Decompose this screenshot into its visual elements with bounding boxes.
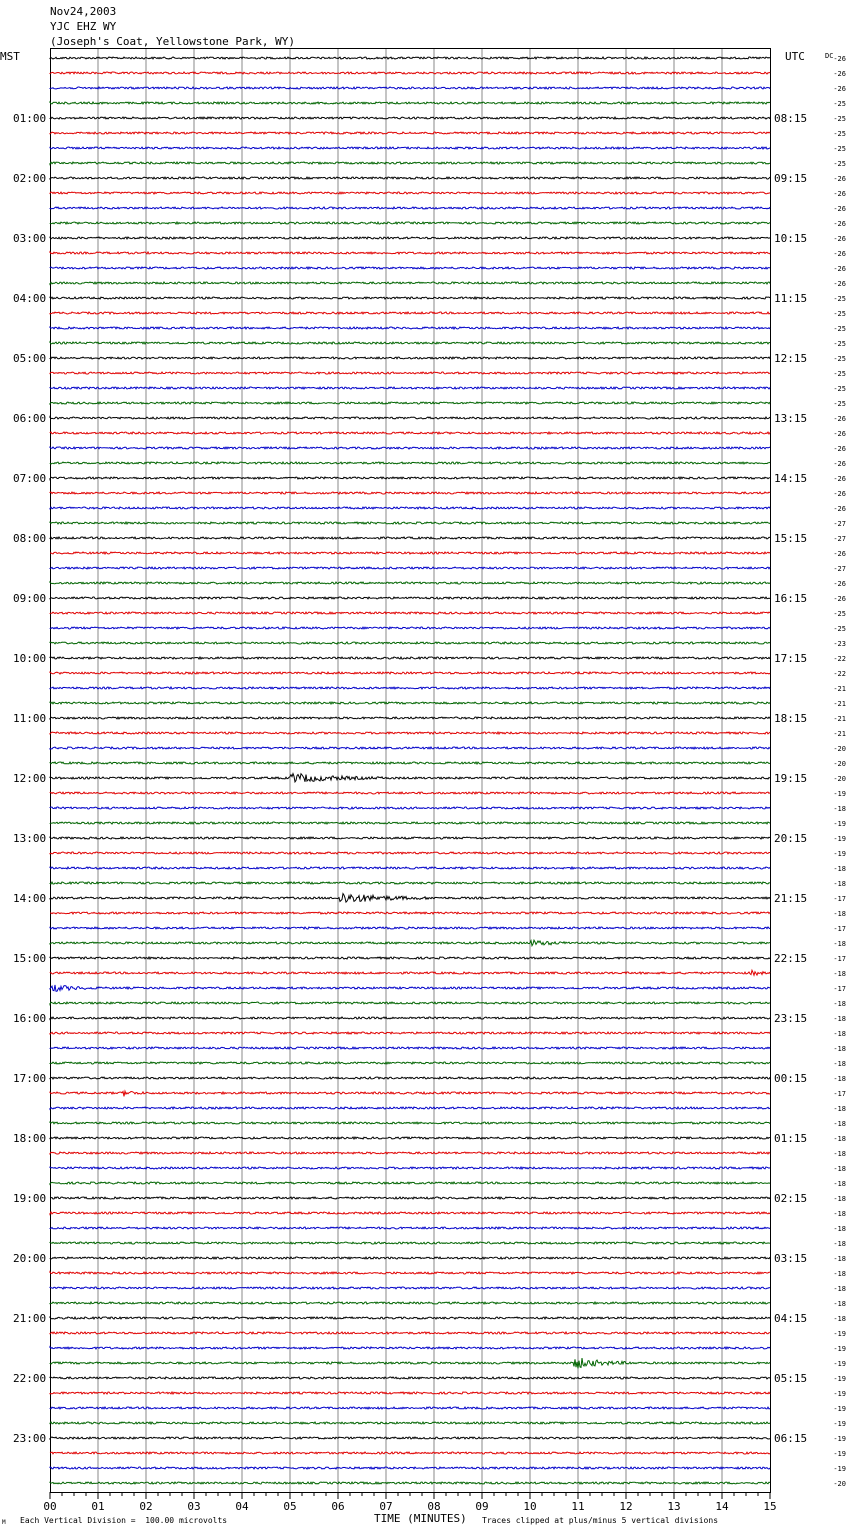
seismic-trace bbox=[50, 957, 770, 959]
seismic-trace bbox=[50, 1287, 770, 1289]
seismic-trace bbox=[50, 87, 770, 89]
utc-hour-label: 08:15 bbox=[774, 112, 808, 125]
utc-hour-label: 16:15 bbox=[774, 592, 808, 605]
dc-offset-value: -18 bbox=[833, 1180, 846, 1188]
dc-offset-value: -19 bbox=[833, 1435, 846, 1443]
dc-offset-value: -25 bbox=[833, 100, 846, 108]
dc-offset-value: -26 bbox=[833, 550, 846, 558]
seismic-trace bbox=[50, 1347, 770, 1349]
seismic-trace bbox=[50, 612, 770, 614]
seismic-trace bbox=[50, 882, 770, 884]
mst-hour-label: 23:00 bbox=[13, 1432, 47, 1445]
dc-offset-value: -19 bbox=[833, 1330, 846, 1338]
dc-offset-value: -18 bbox=[833, 1285, 846, 1293]
corner-mark: M bbox=[2, 1519, 6, 1526]
utc-hour-label: 20:15 bbox=[774, 832, 808, 845]
seismic-trace bbox=[50, 702, 770, 704]
mst-hour-label: 09:00 bbox=[13, 592, 47, 605]
dc-offset-value: -26 bbox=[833, 265, 846, 273]
dc-offset-value: -25 bbox=[833, 610, 846, 618]
dc-offset-value: -19 bbox=[833, 835, 846, 843]
seismic-trace bbox=[50, 1257, 770, 1259]
dc-offset-value: -26 bbox=[833, 70, 846, 78]
seismic-trace bbox=[50, 402, 770, 404]
dc-offset-value: -20 bbox=[833, 760, 846, 768]
mst-hour-label: 12:00 bbox=[13, 772, 47, 785]
seismic-trace bbox=[50, 717, 770, 719]
seismic-trace bbox=[50, 837, 770, 839]
seismic-trace bbox=[50, 477, 770, 479]
seismic-trace bbox=[50, 447, 770, 449]
seismic-trace bbox=[50, 642, 770, 644]
seismic-trace bbox=[50, 552, 770, 554]
seismic-trace bbox=[50, 1017, 770, 1019]
seismic-trace bbox=[50, 927, 770, 929]
utc-hour-label: 13:15 bbox=[774, 412, 808, 425]
seismic-trace bbox=[50, 267, 770, 269]
seismic-trace bbox=[50, 132, 770, 134]
x-tick-label: 03 bbox=[187, 1500, 201, 1513]
seismic-trace bbox=[50, 507, 770, 509]
utc-hour-label: 18:15 bbox=[774, 712, 808, 725]
utc-hour-label: 19:15 bbox=[774, 772, 808, 785]
dc-offset-value: -18 bbox=[833, 1105, 846, 1113]
seismic-trace bbox=[50, 1212, 770, 1214]
mst-hour-label: 16:00 bbox=[13, 1012, 47, 1025]
dc-offset-value: -18 bbox=[833, 1255, 846, 1263]
mst-hour-label: 06:00 bbox=[13, 412, 47, 425]
dc-offset-value: -27 bbox=[833, 565, 846, 573]
seismic-trace bbox=[50, 222, 770, 224]
dc-offset-value: -25 bbox=[833, 625, 846, 633]
seismic-trace bbox=[50, 582, 770, 584]
dc-offset-value: -23 bbox=[833, 640, 846, 648]
dc-offset-value: -21 bbox=[833, 700, 846, 708]
dc-offset-value: -26 bbox=[833, 445, 846, 453]
dc-offset-value: -18 bbox=[833, 1240, 846, 1248]
dc-offset-value: -19 bbox=[833, 790, 846, 798]
mst-hour-label: 03:00 bbox=[13, 232, 47, 245]
x-tick-label: 06 bbox=[331, 1500, 345, 1513]
dc-offset-value: -18 bbox=[833, 805, 846, 813]
dc-offset-value: -18 bbox=[833, 970, 846, 978]
seismic-trace bbox=[50, 1272, 770, 1274]
dc-offset-value: -26 bbox=[833, 460, 846, 468]
mst-hour-label: 10:00 bbox=[13, 652, 47, 665]
mst-hour-label: 13:00 bbox=[13, 832, 47, 845]
plot-date: Nov24,2003 bbox=[50, 5, 117, 18]
utc-hour-label: 17:15 bbox=[774, 652, 808, 665]
utc-hour-label: 12:15 bbox=[774, 352, 808, 365]
seismic-trace bbox=[50, 672, 770, 674]
plot-frame bbox=[51, 49, 771, 1493]
dc-offset-value: -20 bbox=[833, 745, 846, 753]
seismic-trace bbox=[50, 1047, 770, 1049]
seismic-trace bbox=[50, 657, 770, 659]
dc-offset-value: -19 bbox=[833, 1405, 846, 1413]
dc-offset-value: -17 bbox=[833, 1090, 846, 1098]
dc-offset-value: -26 bbox=[833, 190, 846, 198]
dc-offset-value: -17 bbox=[833, 985, 846, 993]
x-tick-label: 04 bbox=[235, 1500, 249, 1513]
seismic-trace bbox=[50, 1437, 770, 1439]
utc-hour-label: 10:15 bbox=[774, 232, 808, 245]
dc-offset-value: -25 bbox=[833, 340, 846, 348]
dc-offset-value: -26 bbox=[833, 85, 846, 93]
seismic-trace bbox=[50, 102, 770, 104]
dc-offset-value: -27 bbox=[833, 520, 846, 528]
mst-timezone-label: MST bbox=[0, 50, 20, 63]
seismic-trace bbox=[50, 1332, 770, 1334]
seismic-trace bbox=[50, 1107, 770, 1109]
utc-hour-label: 22:15 bbox=[774, 952, 808, 965]
dc-offset-value: -18 bbox=[833, 1165, 846, 1173]
seismic-trace bbox=[50, 1452, 770, 1454]
utc-timezone-label: UTC bbox=[785, 50, 805, 63]
seismic-trace bbox=[50, 567, 770, 569]
utc-hour-label: 03:15 bbox=[774, 1252, 808, 1265]
seismic-trace bbox=[50, 912, 770, 914]
dc-offset-value: -18 bbox=[833, 1150, 846, 1158]
x-tick-label: 07 bbox=[379, 1500, 393, 1513]
seismic-trace bbox=[50, 192, 770, 194]
seismic-trace bbox=[50, 237, 770, 239]
dc-offset-value: -18 bbox=[833, 1270, 846, 1278]
dc-offset-value: -26 bbox=[833, 55, 846, 63]
seismic-trace bbox=[50, 762, 770, 764]
dc-offset-value: -21 bbox=[833, 685, 846, 693]
utc-hour-label: 04:15 bbox=[774, 1312, 808, 1325]
mst-hour-label: 04:00 bbox=[13, 292, 47, 305]
seismic-trace bbox=[50, 1137, 770, 1139]
dc-offset-value: -26 bbox=[833, 505, 846, 513]
seismic-trace bbox=[50, 432, 770, 434]
mst-hour-label: 05:00 bbox=[13, 352, 47, 365]
seismic-trace bbox=[50, 940, 770, 946]
seismic-trace bbox=[50, 1467, 770, 1469]
seismic-trace bbox=[50, 1227, 770, 1229]
dc-offset-value: -17 bbox=[833, 925, 846, 933]
seismic-trace bbox=[50, 1358, 770, 1368]
seismic-trace bbox=[50, 687, 770, 689]
dc-offset-value: -26 bbox=[833, 280, 846, 288]
seismic-trace bbox=[50, 1167, 770, 1169]
dc-offset-value: -18 bbox=[833, 1315, 846, 1323]
dc-offset-value: -25 bbox=[833, 355, 846, 363]
utc-hour-label: 11:15 bbox=[774, 292, 808, 305]
utc-hour-label: 21:15 bbox=[774, 892, 808, 905]
dc-offset-value: -25 bbox=[833, 370, 846, 378]
seismic-trace bbox=[50, 1032, 770, 1034]
dc-offset-value: -22 bbox=[833, 655, 846, 663]
seismic-trace bbox=[50, 252, 770, 254]
seismic-trace bbox=[50, 312, 770, 314]
seismic-trace bbox=[50, 822, 770, 824]
dc-offset-value: -17 bbox=[833, 955, 846, 963]
seismic-trace bbox=[50, 387, 770, 389]
dc-offset-value: -26 bbox=[833, 220, 846, 228]
seismic-trace bbox=[50, 1422, 770, 1424]
seismic-trace bbox=[50, 492, 770, 494]
seismic-trace bbox=[50, 894, 770, 903]
seismic-trace bbox=[50, 732, 770, 734]
x-tick-label: 15 bbox=[763, 1500, 777, 1513]
dc-offset-value: -25 bbox=[833, 295, 846, 303]
dc-offset-value: -25 bbox=[833, 310, 846, 318]
utc-hour-label: 14:15 bbox=[774, 472, 808, 485]
dc-offset-value: -18 bbox=[833, 1015, 846, 1023]
dc-offset-value: -26 bbox=[833, 415, 846, 423]
seismic-trace bbox=[50, 1242, 770, 1244]
dc-offset-value: -19 bbox=[833, 1390, 846, 1398]
dc-offset-value: -18 bbox=[833, 940, 846, 948]
seismic-trace bbox=[50, 417, 770, 419]
seismic-trace bbox=[50, 1317, 770, 1319]
dc-offset-value: -25 bbox=[833, 145, 846, 153]
dc-offset-value: -25 bbox=[833, 325, 846, 333]
dc-offset-value: -18 bbox=[833, 1060, 846, 1068]
seismic-trace bbox=[50, 1197, 770, 1199]
mst-hour-label: 07:00 bbox=[13, 472, 47, 485]
seismic-trace bbox=[50, 747, 770, 749]
seismic-trace bbox=[50, 1062, 770, 1064]
seismic-trace bbox=[50, 372, 770, 374]
station-location: (Joseph's Coat, Yellowstone Park, WY) bbox=[50, 35, 296, 48]
seismic-trace bbox=[50, 177, 770, 179]
seismic-trace bbox=[50, 1302, 770, 1304]
mst-hour-label: 14:00 bbox=[13, 892, 47, 905]
seismic-trace bbox=[50, 1002, 770, 1004]
dc-offset-value: -26 bbox=[833, 475, 846, 483]
dc-offset-value: -26 bbox=[833, 235, 846, 243]
dc-offset-value: -18 bbox=[833, 1075, 846, 1083]
seismic-trace bbox=[50, 597, 770, 599]
dc-offset-value: -19 bbox=[833, 820, 846, 828]
dc-offset-value: -21 bbox=[833, 715, 846, 723]
dc-offset-value: -22 bbox=[833, 670, 846, 678]
utc-hour-label: 00:15 bbox=[774, 1072, 808, 1085]
dc-offset-value: -25 bbox=[833, 400, 846, 408]
seismic-trace bbox=[50, 522, 770, 524]
seismic-trace bbox=[50, 282, 770, 284]
x-tick-label: 01 bbox=[91, 1500, 105, 1513]
dc-offset-value: -19 bbox=[833, 1375, 846, 1383]
dc-offset-value: -20 bbox=[833, 1480, 846, 1488]
seismic-trace bbox=[50, 792, 770, 794]
seismic-trace bbox=[50, 807, 770, 809]
dc-offset-header: DC bbox=[825, 52, 834, 60]
seismic-trace bbox=[50, 1152, 770, 1154]
utc-hour-label: 15:15 bbox=[774, 532, 808, 545]
dc-offset-value: -18 bbox=[833, 1000, 846, 1008]
utc-hour-label: 06:15 bbox=[774, 1432, 808, 1445]
mst-hour-label: 01:00 bbox=[13, 112, 47, 125]
seismic-trace bbox=[50, 297, 770, 299]
utc-hour-label: 09:15 bbox=[774, 172, 808, 185]
mst-hour-label: 22:00 bbox=[13, 1372, 47, 1385]
seismic-trace bbox=[50, 774, 770, 782]
dc-offset-value: -19 bbox=[833, 1465, 846, 1473]
x-tick-label: 05 bbox=[283, 1500, 297, 1513]
seismic-trace bbox=[50, 1091, 770, 1096]
dc-offset-value: -18 bbox=[833, 1120, 846, 1128]
x-tick-label: 09 bbox=[475, 1500, 489, 1513]
utc-hour-label: 01:15 bbox=[774, 1132, 808, 1145]
dc-offset-value: -26 bbox=[833, 430, 846, 438]
x-tick-label: 08 bbox=[427, 1500, 441, 1513]
mst-hour-label: 18:00 bbox=[13, 1132, 47, 1145]
seismic-trace bbox=[50, 985, 770, 991]
seismic-trace bbox=[50, 1482, 770, 1484]
dc-offset-value: -26 bbox=[833, 490, 846, 498]
seismic-trace bbox=[50, 1377, 770, 1379]
dc-offset-value: -18 bbox=[833, 1135, 846, 1143]
dc-offset-value: -26 bbox=[833, 580, 846, 588]
dc-offset-value: -19 bbox=[833, 1420, 846, 1428]
x-tick-label: 13 bbox=[667, 1500, 681, 1513]
seismic-trace bbox=[50, 627, 770, 629]
seismic-trace bbox=[50, 327, 770, 329]
seismic-trace bbox=[50, 1407, 770, 1409]
seismic-trace bbox=[50, 867, 770, 869]
dc-offset-value: -19 bbox=[833, 1450, 846, 1458]
seismic-trace bbox=[50, 342, 770, 344]
mst-hour-label: 21:00 bbox=[13, 1312, 47, 1325]
mst-hour-label: 15:00 bbox=[13, 952, 47, 965]
seismic-trace bbox=[50, 117, 770, 119]
x-tick-label: 10 bbox=[523, 1500, 537, 1513]
mst-hour-label: 19:00 bbox=[13, 1192, 47, 1205]
seismic-trace bbox=[50, 462, 770, 464]
mst-hour-label: 17:00 bbox=[13, 1072, 47, 1085]
dc-offset-value: -26 bbox=[833, 250, 846, 258]
mst-hour-label: 20:00 bbox=[13, 1252, 47, 1265]
station-code: YJC EHZ WY bbox=[50, 20, 117, 33]
dc-offset-value: -25 bbox=[833, 385, 846, 393]
seismic-trace bbox=[50, 970, 770, 975]
seismic-trace bbox=[50, 147, 770, 149]
x-tick-label: 11 bbox=[571, 1500, 585, 1513]
seismic-trace bbox=[50, 57, 770, 59]
seismic-trace bbox=[50, 852, 770, 854]
dc-offset-value: -18 bbox=[833, 865, 846, 873]
mst-hour-label: 02:00 bbox=[13, 172, 47, 185]
dc-offset-value: -25 bbox=[833, 160, 846, 168]
dc-offset-value: -19 bbox=[833, 850, 846, 858]
seismic-trace bbox=[50, 1182, 770, 1184]
dc-offset-value: -18 bbox=[833, 880, 846, 888]
x-tick-label: 02 bbox=[139, 1500, 153, 1513]
dc-offset-value: -20 bbox=[833, 775, 846, 783]
x-tick-label: 00 bbox=[43, 1500, 57, 1513]
dc-offset-value: -21 bbox=[833, 730, 846, 738]
dc-offset-value: -18 bbox=[833, 1030, 846, 1038]
dc-offset-value: -26 bbox=[833, 205, 846, 213]
utc-hour-label: 05:15 bbox=[774, 1372, 808, 1385]
dc-offset-value: -26 bbox=[833, 175, 846, 183]
dc-offset-value: -18 bbox=[833, 1045, 846, 1053]
dc-offset-value: -18 bbox=[833, 1225, 846, 1233]
clipping-note: Traces clipped at plus/minus 5 vertical divisions bbox=[482, 1516, 719, 1525]
seismic-trace bbox=[50, 357, 770, 359]
dc-offset-value: -19 bbox=[833, 1345, 846, 1353]
dc-offset-value: -18 bbox=[833, 1300, 846, 1308]
dc-offset-value: -18 bbox=[833, 1195, 846, 1203]
utc-hour-label: 23:15 bbox=[774, 1012, 808, 1025]
seismic-trace bbox=[50, 72, 770, 74]
seismic-trace bbox=[50, 1077, 770, 1079]
dc-offset-value: -27 bbox=[833, 535, 846, 543]
dc-offset-value: -25 bbox=[833, 115, 846, 123]
dc-offset-value: -18 bbox=[833, 910, 846, 918]
dc-offset-value: -26 bbox=[833, 595, 846, 603]
seismic-trace bbox=[50, 162, 770, 164]
x-axis-label: TIME (MINUTES) bbox=[374, 1512, 467, 1525]
dc-offset-value: -19 bbox=[833, 1360, 846, 1368]
mst-hour-label: 11:00 bbox=[13, 712, 47, 725]
vertical-scale-note: Each Vertical Division = 100.00 microvolts bbox=[20, 1516, 228, 1525]
seismic-trace bbox=[50, 1392, 770, 1394]
x-tick-label: 14 bbox=[715, 1500, 729, 1513]
dc-offset-value: -18 bbox=[833, 1210, 846, 1218]
mst-hour-label: 08:00 bbox=[13, 532, 47, 545]
utc-hour-label: 02:15 bbox=[774, 1192, 808, 1205]
seismic-trace bbox=[50, 537, 770, 539]
dc-offset-value: -17 bbox=[833, 895, 846, 903]
dc-offset-value: -25 bbox=[833, 130, 846, 138]
seismic-trace bbox=[50, 207, 770, 209]
seismic-trace bbox=[50, 1122, 770, 1124]
x-tick-label: 12 bbox=[619, 1500, 633, 1513]
